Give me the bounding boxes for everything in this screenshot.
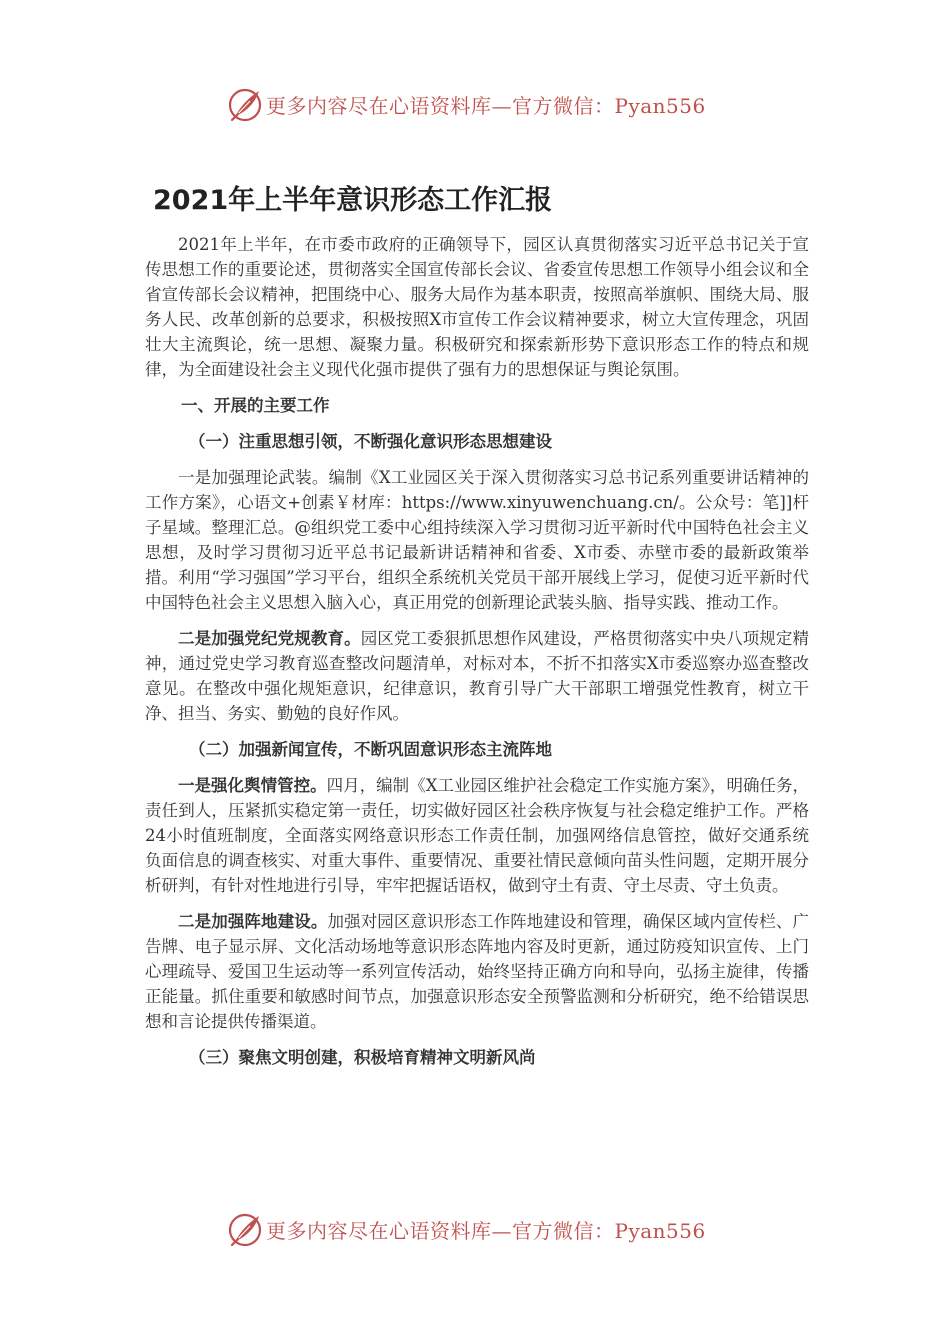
paragraph-text: 加强对园区意识形态工作阵地建设和管理，确保区域内宣传栏、广告牌、电子显示屏、文化活动场地等意识形态阵地内容及时更新，通过防疫知识宣传、上门心理疏导、爱国卫生运动等一系列宣传活动，始终坚持正确方向和导向，弘扬主旋律，传播正能量。抓住重要和敏感时间节点，加强意识形态安全预警监测和分析研究，绝不给错误思想和言论提供传播渠道。 xyxy=(145,912,810,1031)
section-heading: 一、开展的主要工作 xyxy=(181,396,330,415)
paragraph-party-discipline xyxy=(145,626,809,726)
watermark-text: 更多内容尽在心语资料库—官方微信：Pyan556 xyxy=(266,94,706,118)
watermark-banner-bottom xyxy=(0,1205,950,1255)
intro-paragraph: 2021年上半年，在市委市政府的正确领导下，园区认真贯彻落实习近平总书记关于宣传思想工作的重要论述，贯彻落实全国宣传部长会议、省委宣传思想工作领导小组会议和全省宣传部长会议精神，把围绕中心、服务大局作为基本职责，按照高举旗帜、围绕大局、服务人民、改革创新的总要求，积极按照X市宣传工作会议精神要求，树立大宣传理念，巩固壮大主流舆论，统一思想、凝聚力量。积极研究和探索新形势下意识形态工作的特点和规律，为全面建设社会主义现代化强市提供了强有力的思想保证与舆论氛围。 xyxy=(145,235,809,379)
watermark-banner-top xyxy=(0,80,950,130)
document-body xyxy=(145,232,809,1081)
document-title: 2021年上半年意识形态工作汇报 xyxy=(153,185,553,216)
subsection-heading-3: （三）聚焦文明创建，积极培育精神文明新风尚 xyxy=(189,1048,536,1067)
paragraph-text: 园区党工委狠抓思想作风建设，严格贯彻落实中央八项规定精神，通过党史学习教育巡查整改问题清单，对标对本，不折不扣落实X市委巡察办巡查整改意见。在整改中强化规矩意识，纪律意识，教育引导广大干部职工增强党性教育，树立干净、担当、务实、勤勉的良好作风。 xyxy=(145,629,810,723)
subsection-heading-1: （一）注重思想引领，不断强化意识形态思想建设 xyxy=(189,432,552,451)
paragraph-lead: 二是加强阵地建设。 xyxy=(178,912,328,931)
paragraph-public-opinion xyxy=(145,773,809,898)
subsection-heading-2: （二）加强新闻宣传，不断巩固意识形态主流阵地 xyxy=(189,740,552,759)
feather-pen-logo-icon xyxy=(226,1211,264,1249)
watermark-text: 更多内容尽在心语资料库—官方微信：Pyan556 xyxy=(266,1219,706,1243)
paragraph-theory-study: 一是加强理论武装。编制《X工业园区关于深入贯彻落实习总书记系列重要讲话精神的工作方案》，心语文+创素￥材库：https://www.xinyuwenchuang.cn/。公众号：笔]]杆子星域。整理汇总。@组织党工委中心组持续深入学习贯彻习近平新时代中国特色社会主义思想，及时学习贯彻习近平总书记最新讲话精神和省委、X市委、赤壁市委的最新政策举措。利用“学习强国”学习平台，组织全系统机关党员干部开展线上学习，促使习近平新时代中国特色社会主义思想入脑入心，真正用党的创新理论武装头脑、指导实践、推动工作。 xyxy=(145,468,809,612)
feather-pen-logo-icon xyxy=(226,86,264,124)
paragraph-position-building xyxy=(145,909,809,1034)
paragraph-lead: 一是强化舆情管控。 xyxy=(178,776,327,795)
paragraph-lead: 二是加强党纪党规教育。 xyxy=(178,629,361,648)
paragraph-text: 四月，编制《X工业园区维护社会稳定工作实施方案》，明确任务，责任到人，压紧抓实稳定第一责任，切实做好园区社会秩序恢复与社会稳定维护工作。严格24小时值班制度，全面落实网络意识形态工作责任制，加强网络信息管控，做好交通系统负面信息的调查核实、对重大事件、重要情况、重要社情民意倾向苗头性问题，定期开展分析研判，有针对性地进行引导，牢牢把握话语权，做到守土有责、守土尽责、守土负责。 xyxy=(145,776,810,895)
